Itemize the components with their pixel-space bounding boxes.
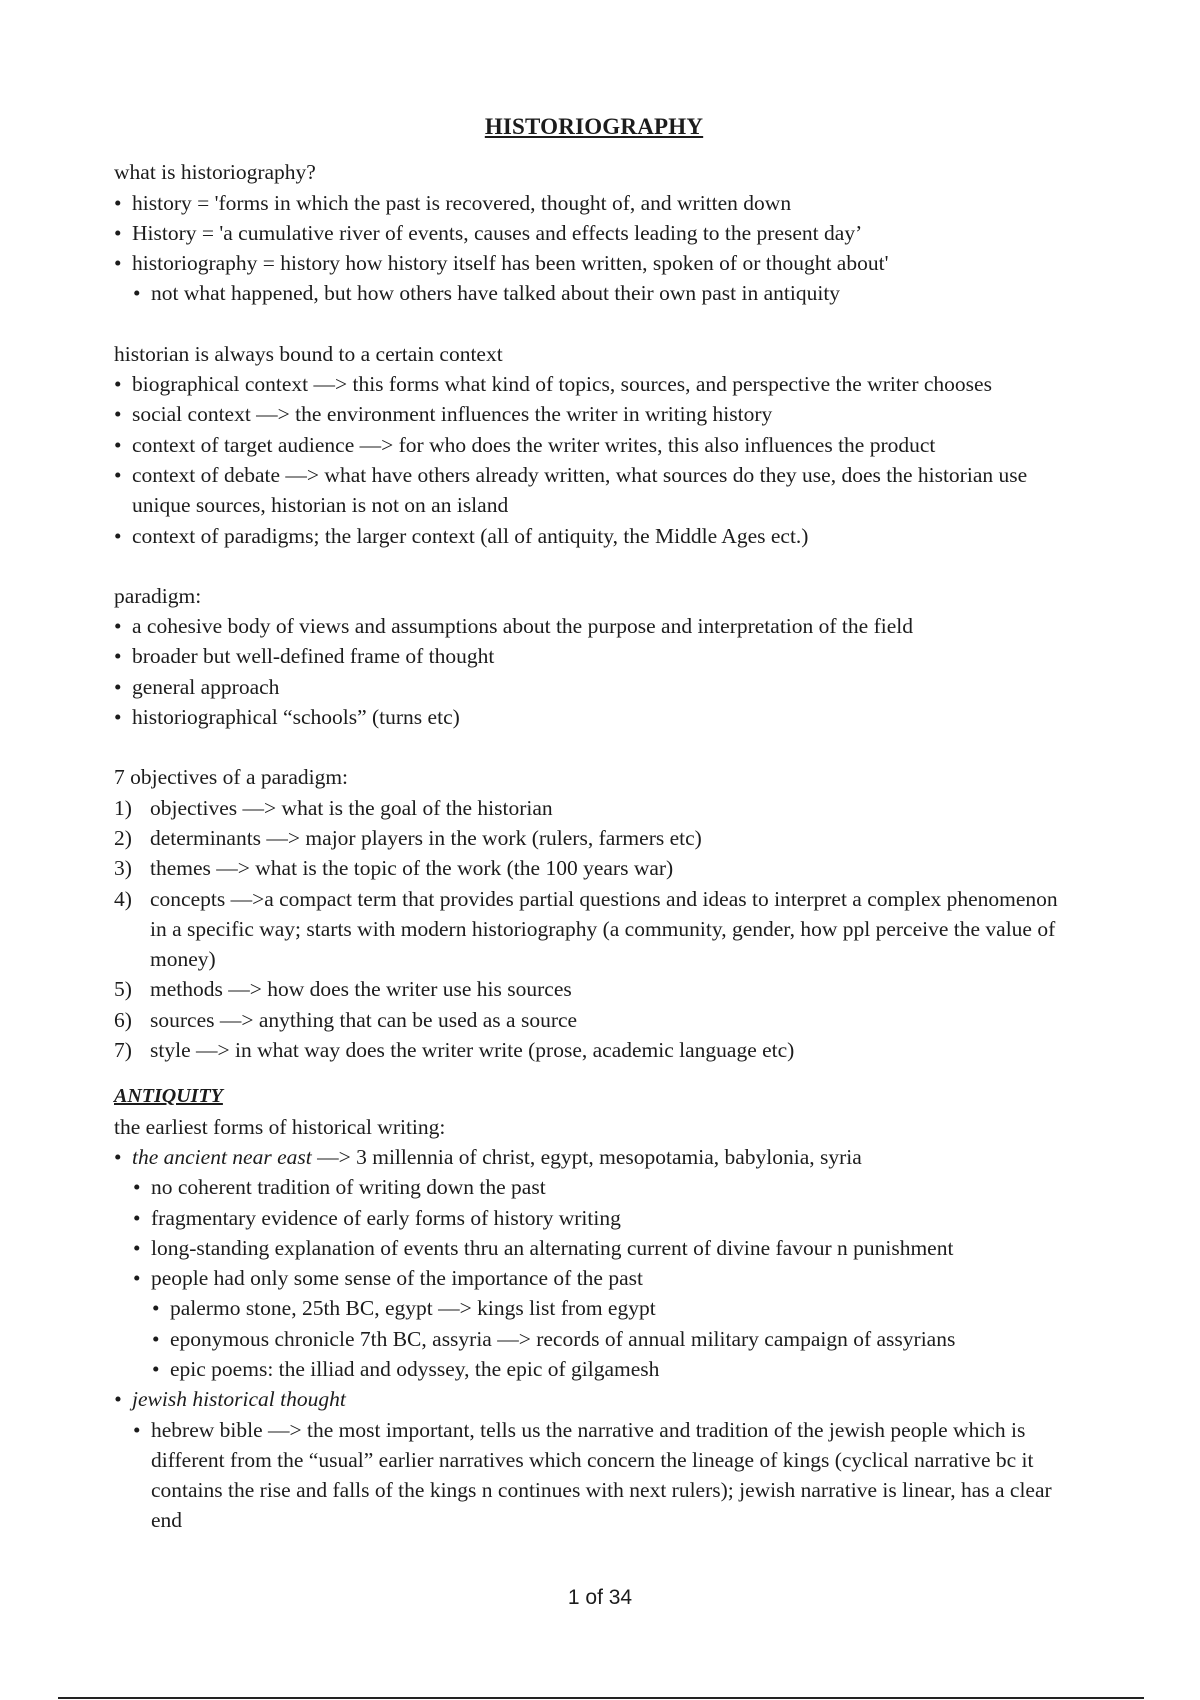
bullet-item: • biographical context —> this forms what kind of topics, sources, and perspective the writer chooses: [132, 369, 1074, 399]
bullet-item: • historiography = history how history itself has been written, spoken of or thought about': [132, 248, 1074, 278]
bullet-item: • the ancient near east —> 3 millennia of christ, egypt, mesopotamia, babylonia, syria: [132, 1142, 1074, 1172]
numbered-item: 1) objectives —> what is the goal of the historian: [114, 795, 553, 820]
section-paradigm-objectives: [114, 762, 1074, 1065]
sub-sub-bullet-item: • epic poems: the illiad and odyssey, the epic of gilgamesh: [170, 1354, 1074, 1384]
page-number: 1 of 34: [567, 1586, 633, 1609]
section-title-antiquity: ANTIQUITY: [114, 1085, 223, 1108]
section-heading: historian is always bound to a certain context: [114, 341, 503, 366]
numbered-item: 6) sources —> anything that can be used as a source: [114, 1007, 578, 1032]
sub-bullet-item: • no coherent tradition of writing down the past: [151, 1172, 1074, 1202]
numbered-item: 5) methods —> how does the writer use his sources: [114, 977, 572, 1002]
sub-bullet-item: • long-standing explanation of events thru an alternating current of divine favour n punishment: [151, 1233, 1074, 1263]
bullet-item: • broader but well-defined frame of thought: [132, 641, 1074, 671]
page-bottom-divider: [58, 1697, 1144, 1699]
sub-bullet-item: • fragmentary evidence of early forms of history writing: [151, 1203, 1074, 1233]
bullet-item: • general approach: [132, 672, 1074, 702]
sub-bullet-item: • people had only some sense of the importance of the past: [151, 1263, 1074, 1293]
section-heading: what is historiography?: [114, 160, 316, 185]
section-heading: paradigm:: [114, 583, 202, 608]
bullet-item: • history = 'forms in which the past is recovered, thought of, and written down: [132, 188, 1074, 218]
sub-sub-bullet-item: • eponymous chronicle 7th BC, assyria —> records of annual military campaign of assyrians: [170, 1324, 1074, 1354]
document-title: HISTORIOGRAPHY: [484, 114, 704, 139]
sub-bullet-item: • not what happened, but how others have talked about their own past in antiquity: [151, 278, 1074, 308]
section-intro: the earliest forms of historical writing:: [114, 1114, 446, 1139]
bullet-item: • History = 'a cumulative river of events, causes and effects leading to the present day’: [132, 218, 1074, 248]
numbered-item: 2) determinants —> major players in the work (rulers, farmers etc): [114, 825, 702, 850]
bullet-item: • context of paradigms; the larger context (all of antiquity, the Middle Ages ect.): [132, 521, 1074, 551]
sub-sub-bullet-item: • palermo stone, 25th BC, egypt —> kings list from egypt: [170, 1293, 1074, 1323]
section-heading: 7 objectives of a paradigm:: [114, 765, 349, 790]
bullet-item: • context of debate —> what have others already written, what sources do they use, does the historian use unique sources, historian is not on an island: [132, 460, 1074, 521]
numbered-item: 3) themes —> what is the topic of the work (the 100 years war): [114, 856, 674, 881]
numbered-item: 7) style —> in what way does the writer write (prose, academic language etc): [114, 1038, 795, 1063]
bullet-item: • jewish historical thought: [132, 1384, 1074, 1414]
section-historian-context: [114, 339, 1074, 551]
sub-bullet-item: • hebrew bible —> the most important, tells us the narrative and tradition of the jewish people which is different from the “usual” earlier narratives which concern the lineage of kings (cyclical narrative bc it contains the rise and falls of the kings n continues with next rulers); jewish narrative is linear, has a clear end: [151, 1415, 1074, 1536]
bullet-item: • social context —> the environment influences the writer in writing history: [132, 399, 1074, 429]
section-what-is-historiography: [114, 157, 1074, 308]
bullet-item: • context of target audience —> for who does the writer writes, this also influences the product: [132, 430, 1074, 460]
page-content: [114, 112, 1074, 1536]
section-antiquity: [114, 1081, 1074, 1535]
section-paradigm: [114, 581, 1074, 732]
numbered-item: 4) concepts —>a compact term that provides partial questions and ideas to interpret a complex phenomenon in a specific way; starts with modern historiography (a community, gender, how ppl perceive the value of money): [114, 886, 1058, 972]
bullet-item: • historiographical “schools” (turns etc): [132, 702, 1074, 732]
bullet-item: • a cohesive body of views and assumptions about the purpose and interpretation of the field: [132, 611, 1074, 641]
